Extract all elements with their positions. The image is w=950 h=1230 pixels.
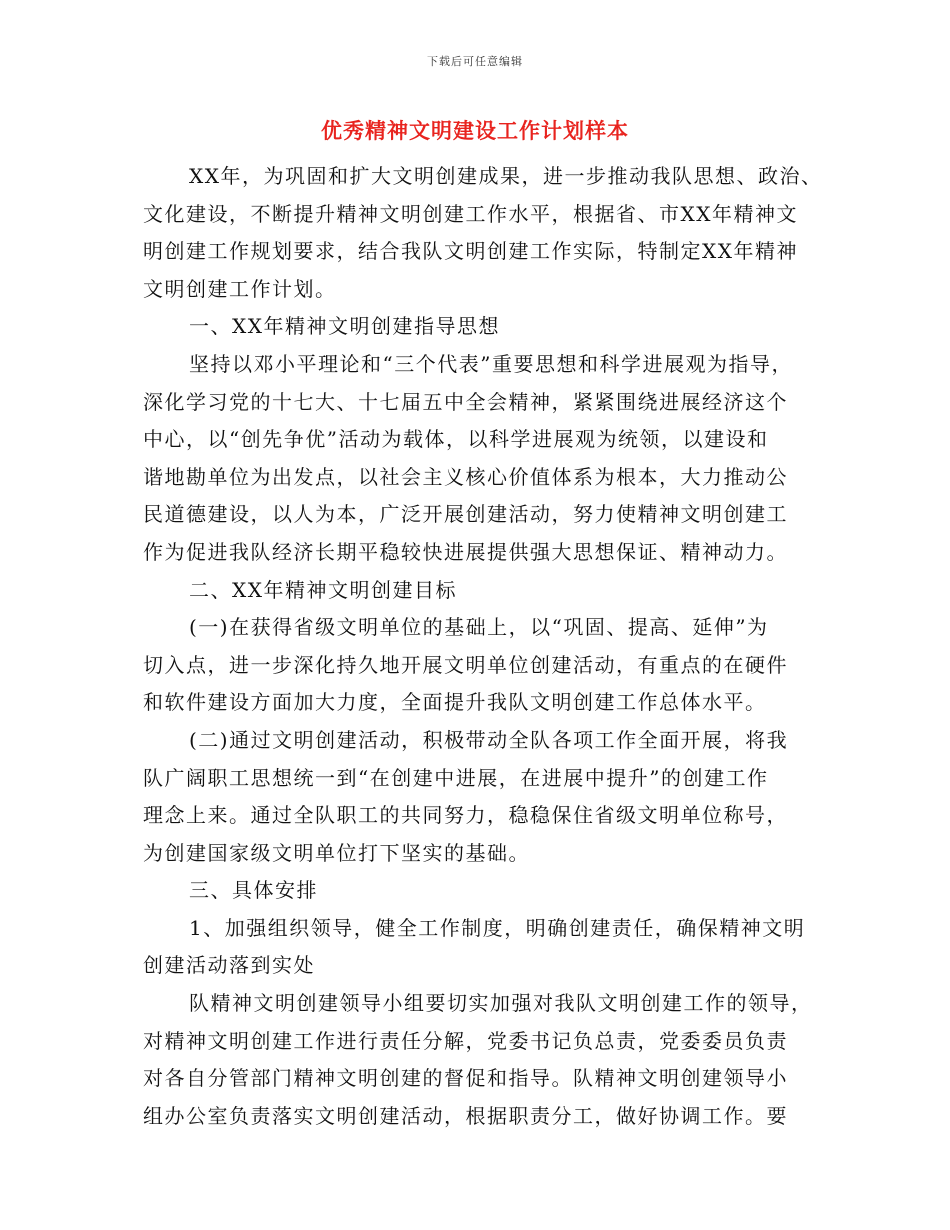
document-body <box>143 158 823 1135</box>
text-line: 对精神文明创建工作进行责任分解，党委书记负总责，党委委员负责 <box>143 1028 788 1053</box>
text-line: 创建活动落到实处 <box>143 953 315 978</box>
text-line: 切入点，进一步深化持久地开展文明单位创建活动，有重点的在硬件 <box>143 652 788 677</box>
header-note: 下载后可任意编辑 <box>427 55 523 68</box>
text-line: 谐地勘单位为出发点，以社会主义核心价值体系为根本，大力推动公 <box>143 464 788 489</box>
text-line: (二)通过文明创建活动，积极带动全队各项工作全面开展，将我 <box>189 727 789 752</box>
text-line: 作为促进我队经济长期平稳较快进展提供强大思想保证、精神动力。 <box>143 539 788 564</box>
text-line: 民道德建设，以人为本，广泛开展创建活动，努力使精神文明创建工 <box>143 502 788 527</box>
text-line: 三、具体安排 <box>189 878 318 903</box>
text-line: (一)在获得省级文明单位的基础上，以“巩固、提高、延伸”为 <box>189 615 769 640</box>
text-line: XX年，为巩固和扩大文明创建成果，进一步推动我队思想、政治、 <box>189 164 823 188</box>
text-line: 队精神文明创建领导小组要切实加强对我队文明创建工作的领导， <box>189 991 813 1016</box>
text-line: 组办公室负责落实文明创建活动，根据职责分工，做好协调工作。要 <box>143 1103 788 1128</box>
text-line: 坚持以邓小平理论和“三个代表”重要思想和科学进展观为指导， <box>189 351 793 376</box>
text-line: 1、加强组织领导，健全工作制度，明确创建责任，确保精神文明 <box>189 915 806 940</box>
text-line: 队广阔职工思想统一到“在创建中进展，在进展中提升”的创建工作 <box>143 765 769 790</box>
text-line: 深化学习党的十七大、十七届五中全会精神，紧紧围绕进展经济这个 <box>143 389 788 414</box>
text-line: 文化建设，不断提升精神文明创建工作水平，根据省、市XX年精神文 <box>143 201 798 226</box>
text-line: 理念上来。通过全队职工的共同努力，稳稳保住省级文明单位称号， <box>143 803 788 828</box>
text-line: 对各自分管部门精神文明创建的督促和指导。队精神文明创建领导小 <box>143 1066 788 1091</box>
text-line: 文明创建工作计划。 <box>143 276 337 301</box>
text-line: 和软件建设方面加大力度，全面提升我队文明创建工作总体水平。 <box>143 690 767 715</box>
text-line: 一、XX年精神文明创建指导思想 <box>189 314 500 339</box>
text-line: 为创建国家级文明单位打下坚实的基础。 <box>143 840 530 865</box>
text-line: 明创建工作规划要求，结合我队文明创建工作实际，特制定XX年精神 <box>143 239 798 264</box>
document-title: 优秀精神文明建设工作计划样本 <box>321 119 629 143</box>
text-line: 中心，以“创先争优”活动为载体，以科学进展观为统领，以建设和 <box>143 427 769 452</box>
text-line: 二、XX年精神文明创建目标 <box>189 577 457 602</box>
